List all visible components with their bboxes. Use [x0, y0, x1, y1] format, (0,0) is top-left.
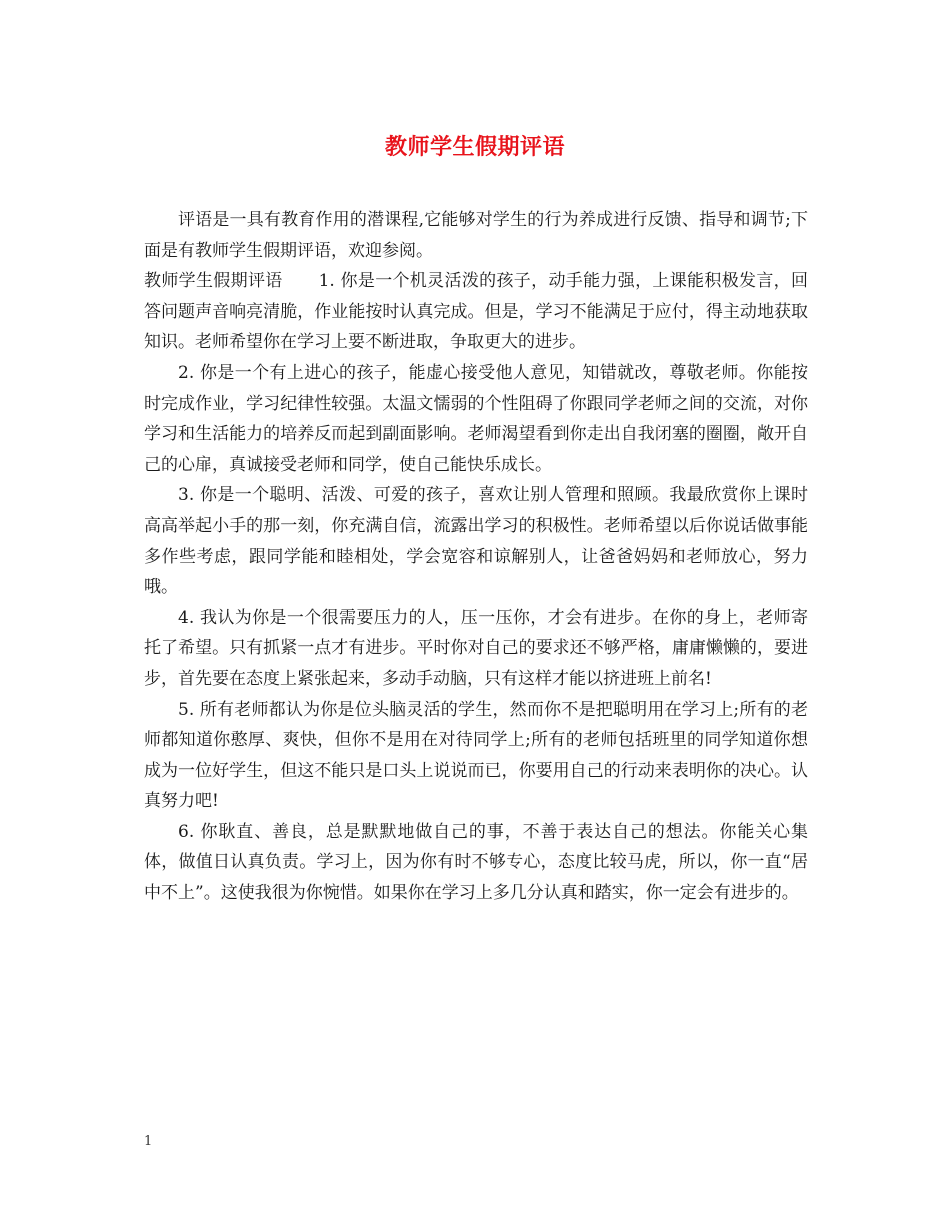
comment-item-6: 6. 你耿直、善良，总是默默地做自己的事，不善于表达自己的想法。你能关心集体，做值日认真负责。学习上，因为你有时不够专心，态度比较马虎，所以，你一直“居中不上”。这使我很为你惋惜。如果你在学习上多几分认真和踏实，你一定会有进步的。	[144, 821, 808, 904]
comment-item-4: 4. 我认为你是一个很需要压力的人，压一压你，才会有进步。在你的身上，老师寄托了希望。只有抓紧一点才有进步。平时你对自己的要求还不够严格，庸庸懒懒的，要进步，首先要在态度上紧张起来，多动手动脑，只有这样才能以挤进班上前名!	[144, 607, 808, 689]
section-heading: 教师学生假期评语	[144, 271, 283, 292]
comment-item-1: 1. 你是一个机灵活泼的孩子，动手能力强，上课能积极发言，回答问题声音响亮清脆，作业能按时认真完成。但是，学习不能满足于应付，得主动地获取知识。老师希望你在学习上要不断进取，争取更大的进步。	[144, 271, 809, 353]
document-title: 教师学生假期评语	[384, 134, 565, 160]
comment-item-5: 5. 所有老师都认为你是位头脑灵活的学生，然而你不是把聪明用在学习上;所有的老师都知道你憨厚、爽快，但你不是用在对待同学上;所有的老师包括班里的同学知道你想成为一位好学生，但这不能只是口头上说说而已，你要用自己的行动来表明你的决心。认真努力吧!	[144, 699, 808, 812]
comment-item-3: 3. 你是一个聪明、活泼、可爱的孩子，喜欢让别人管理和照顾。我最欣赏你上课时高高举起小手的那一刻，你充满自信，流露出学习的积极性。老师希望以后你说话做事能多作些考虑，跟同学能和睦相处，学会宽容和谅解别人，让爸爸妈妈和老师放心，努力哦。	[144, 485, 808, 598]
document-body	[144, 205, 808, 909]
comment-item-2: 2. 你是一个有上进心的孩子，能虚心接受他人意见，知错就改，尊敬老师。你能按时完成作业，学习纪律性较强。太温文懦弱的个性阻碍了你跟同学老师之间的交流，对你学习和生活能力的培养反而起到副面影响。老师渴望看到你走出自我闭塞的圈圈，敞开自己的心扉，真诚接受老师和同学，使自己能快乐成长。	[144, 362, 808, 475]
intro-paragraph: 评语是一具有教育作用的潜课程,它能够对学生的行为养成进行反馈、指导和调节;下面是有教师学生假期评语，欢迎参阅。	[144, 210, 808, 261]
first-comment-paragraph	[144, 266, 808, 358]
page-number: 1	[144, 1134, 153, 1149]
